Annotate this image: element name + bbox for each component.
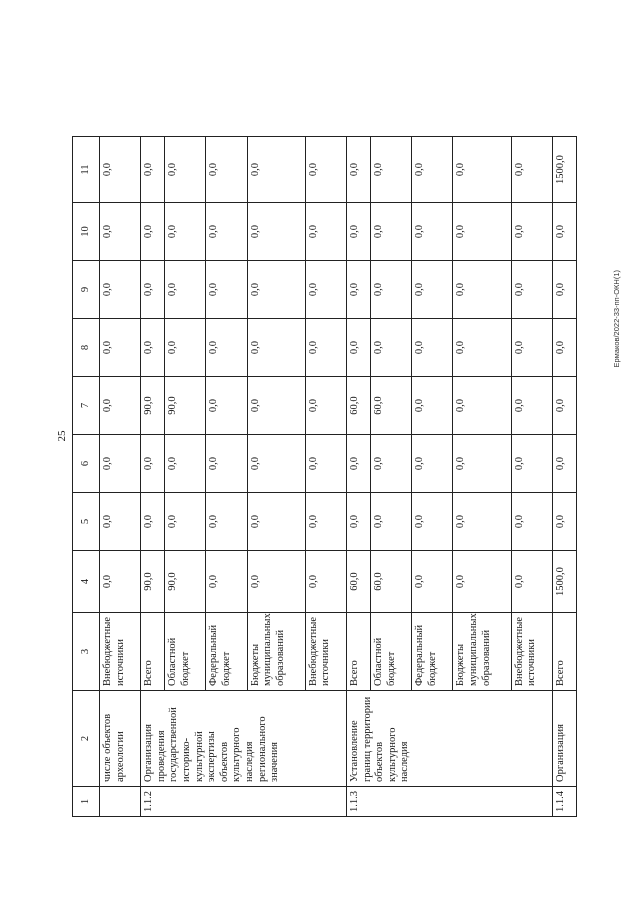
value-cell: 0,0 xyxy=(100,435,141,493)
value-cell: 90,0 xyxy=(141,377,165,435)
value-cell: 0,0 xyxy=(347,137,371,203)
item-number xyxy=(100,787,141,817)
value-cell: 0,0 xyxy=(347,203,371,261)
table-row xyxy=(347,137,371,817)
value-cell: 0,0 xyxy=(100,261,141,319)
value-cell: 0,0 xyxy=(412,377,453,435)
value-cell: 0,0 xyxy=(347,435,371,493)
value-cell: 0,0 xyxy=(453,377,511,435)
value-cell: 0,0 xyxy=(165,319,206,377)
column-header: 7 xyxy=(73,377,100,435)
value-cell: 0,0 xyxy=(305,435,346,493)
value-cell: 0,0 xyxy=(247,377,305,435)
page-number: 25 xyxy=(56,430,68,442)
value-cell: 0,0 xyxy=(453,435,511,493)
value-cell: 0,0 xyxy=(453,493,511,551)
value-cell: 0,0 xyxy=(206,137,247,203)
value-cell: 0,0 xyxy=(247,137,305,203)
value-cell: 0,0 xyxy=(206,493,247,551)
value-cell: 0,0 xyxy=(511,261,552,319)
value-cell: 60,0 xyxy=(371,377,412,435)
value-cell: 0,0 xyxy=(247,551,305,613)
funding-source: Внебюджетные источники xyxy=(100,613,141,691)
value-cell: 0,0 xyxy=(552,377,576,435)
value-cell: 0,0 xyxy=(247,435,305,493)
value-cell: 0,0 xyxy=(100,377,141,435)
value-cell: 0,0 xyxy=(206,319,247,377)
value-cell: 0,0 xyxy=(552,319,576,377)
value-cell: 0,0 xyxy=(412,203,453,261)
value-cell: 0,0 xyxy=(206,203,247,261)
value-cell: 0,0 xyxy=(206,435,247,493)
value-cell: 0,0 xyxy=(371,261,412,319)
value-cell: 0,0 xyxy=(206,377,247,435)
value-cell: 0,0 xyxy=(511,435,552,493)
value-cell: 0,0 xyxy=(453,551,511,613)
column-header: 5 xyxy=(73,493,100,551)
value-cell: 0,0 xyxy=(347,261,371,319)
document-watermark: Ермаков/2022-33-пп-ОКН(1) xyxy=(612,270,621,368)
value-cell: 90,0 xyxy=(165,551,206,613)
funding-source: Внебюджетные источники xyxy=(305,613,346,691)
column-header: 8 xyxy=(73,319,100,377)
value-cell: 60,0 xyxy=(371,551,412,613)
value-cell: 0,0 xyxy=(305,203,346,261)
value-cell: 0,0 xyxy=(552,435,576,493)
value-cell: 0,0 xyxy=(165,137,206,203)
value-cell: 0,0 xyxy=(141,203,165,261)
value-cell: 90,0 xyxy=(141,551,165,613)
value-cell: 0,0 xyxy=(165,493,206,551)
value-cell: 0,0 xyxy=(141,319,165,377)
value-cell: 0,0 xyxy=(305,377,346,435)
value-cell: 0,0 xyxy=(206,261,247,319)
value-cell: 0,0 xyxy=(165,203,206,261)
value-cell: 0,0 xyxy=(305,493,346,551)
funding-source: Всего xyxy=(347,613,371,691)
table-row xyxy=(552,137,576,817)
column-header: 4 xyxy=(73,551,100,613)
item-name: Организация xyxy=(552,691,576,787)
value-cell: 0,0 xyxy=(412,551,453,613)
value-cell: 0,0 xyxy=(347,319,371,377)
value-cell: 0,0 xyxy=(453,137,511,203)
column-header: 3 xyxy=(73,613,100,691)
value-cell: 0,0 xyxy=(371,319,412,377)
item-number: 1.1.3 xyxy=(347,787,553,817)
value-cell: 0,0 xyxy=(247,261,305,319)
budget-table xyxy=(72,136,577,817)
value-cell: 0,0 xyxy=(412,493,453,551)
value-cell: 0,0 xyxy=(100,551,141,613)
value-cell: 0,0 xyxy=(141,137,165,203)
value-cell: 1500,0 xyxy=(552,551,576,613)
value-cell: 0,0 xyxy=(371,137,412,203)
column-header: 1 xyxy=(73,787,100,817)
value-cell: 0,0 xyxy=(100,137,141,203)
value-cell: 0,0 xyxy=(552,261,576,319)
item-name: числе объектов археологии xyxy=(100,691,141,787)
rotated-table-container xyxy=(72,137,577,817)
value-cell: 0,0 xyxy=(511,551,552,613)
funding-source: Всего xyxy=(552,613,576,691)
value-cell: 0,0 xyxy=(412,137,453,203)
column-header: 2 xyxy=(73,691,100,787)
value-cell: 0,0 xyxy=(371,435,412,493)
column-header: 10 xyxy=(73,203,100,261)
funding-source: Областной бюджет xyxy=(165,613,206,691)
value-cell: 0,0 xyxy=(453,203,511,261)
value-cell: 0,0 xyxy=(412,319,453,377)
value-cell: 0,0 xyxy=(305,551,346,613)
value-cell: 0,0 xyxy=(453,319,511,377)
value-cell: 0,0 xyxy=(305,261,346,319)
value-cell: 1500,0 xyxy=(552,137,576,203)
value-cell: 0,0 xyxy=(511,319,552,377)
funding-source: Федеральный бюджет xyxy=(412,613,453,691)
value-cell: 0,0 xyxy=(100,203,141,261)
value-cell: 0,0 xyxy=(552,493,576,551)
value-cell: 0,0 xyxy=(100,493,141,551)
value-cell: 0,0 xyxy=(247,203,305,261)
column-header: 11 xyxy=(73,137,100,203)
value-cell: 0,0 xyxy=(141,435,165,493)
value-cell: 0,0 xyxy=(305,319,346,377)
item-number: 1.1.4 xyxy=(552,787,576,817)
funding-source: Федеральный бюджет xyxy=(206,613,247,691)
table-row xyxy=(100,137,141,817)
value-cell: 0,0 xyxy=(247,319,305,377)
funding-source: Областной бюджет xyxy=(371,613,412,691)
funding-source: Внебюджетные источники xyxy=(511,613,552,691)
funding-source: Бюджеты муниципальных образований xyxy=(247,613,305,691)
value-cell: 0,0 xyxy=(305,137,346,203)
value-cell: 0,0 xyxy=(453,261,511,319)
value-cell: 0,0 xyxy=(100,319,141,377)
value-cell: 0,0 xyxy=(165,261,206,319)
value-cell: 0,0 xyxy=(511,203,552,261)
funding-source: Бюджеты муниципальных образований xyxy=(453,613,511,691)
value-cell: 0,0 xyxy=(141,261,165,319)
value-cell: 0,0 xyxy=(412,261,453,319)
value-cell: 90,0 xyxy=(165,377,206,435)
column-header: 9 xyxy=(73,261,100,319)
item-name: Организация проведения государственной историко-культурной экспертизы объектов культурного наследия регионального значения xyxy=(141,691,347,787)
value-cell: 0,0 xyxy=(511,377,552,435)
value-cell: 0,0 xyxy=(141,493,165,551)
value-cell: 0,0 xyxy=(371,203,412,261)
value-cell: 0,0 xyxy=(552,203,576,261)
value-cell: 0,0 xyxy=(206,551,247,613)
item-number: 1.1.2 xyxy=(141,787,347,817)
value-cell: 0,0 xyxy=(412,435,453,493)
value-cell: 0,0 xyxy=(511,493,552,551)
value-cell: 0,0 xyxy=(511,137,552,203)
item-name: Установление границ территории объектов культурного наследия xyxy=(347,691,553,787)
value-cell: 0,0 xyxy=(371,493,412,551)
header-row xyxy=(73,137,100,817)
value-cell: 60,0 xyxy=(347,551,371,613)
funding-source: Всего xyxy=(141,613,165,691)
value-cell: 0,0 xyxy=(347,493,371,551)
value-cell: 60,0 xyxy=(347,377,371,435)
value-cell: 0,0 xyxy=(165,435,206,493)
table-row xyxy=(141,137,165,817)
value-cell: 0,0 xyxy=(247,493,305,551)
column-header: 6 xyxy=(73,435,100,493)
